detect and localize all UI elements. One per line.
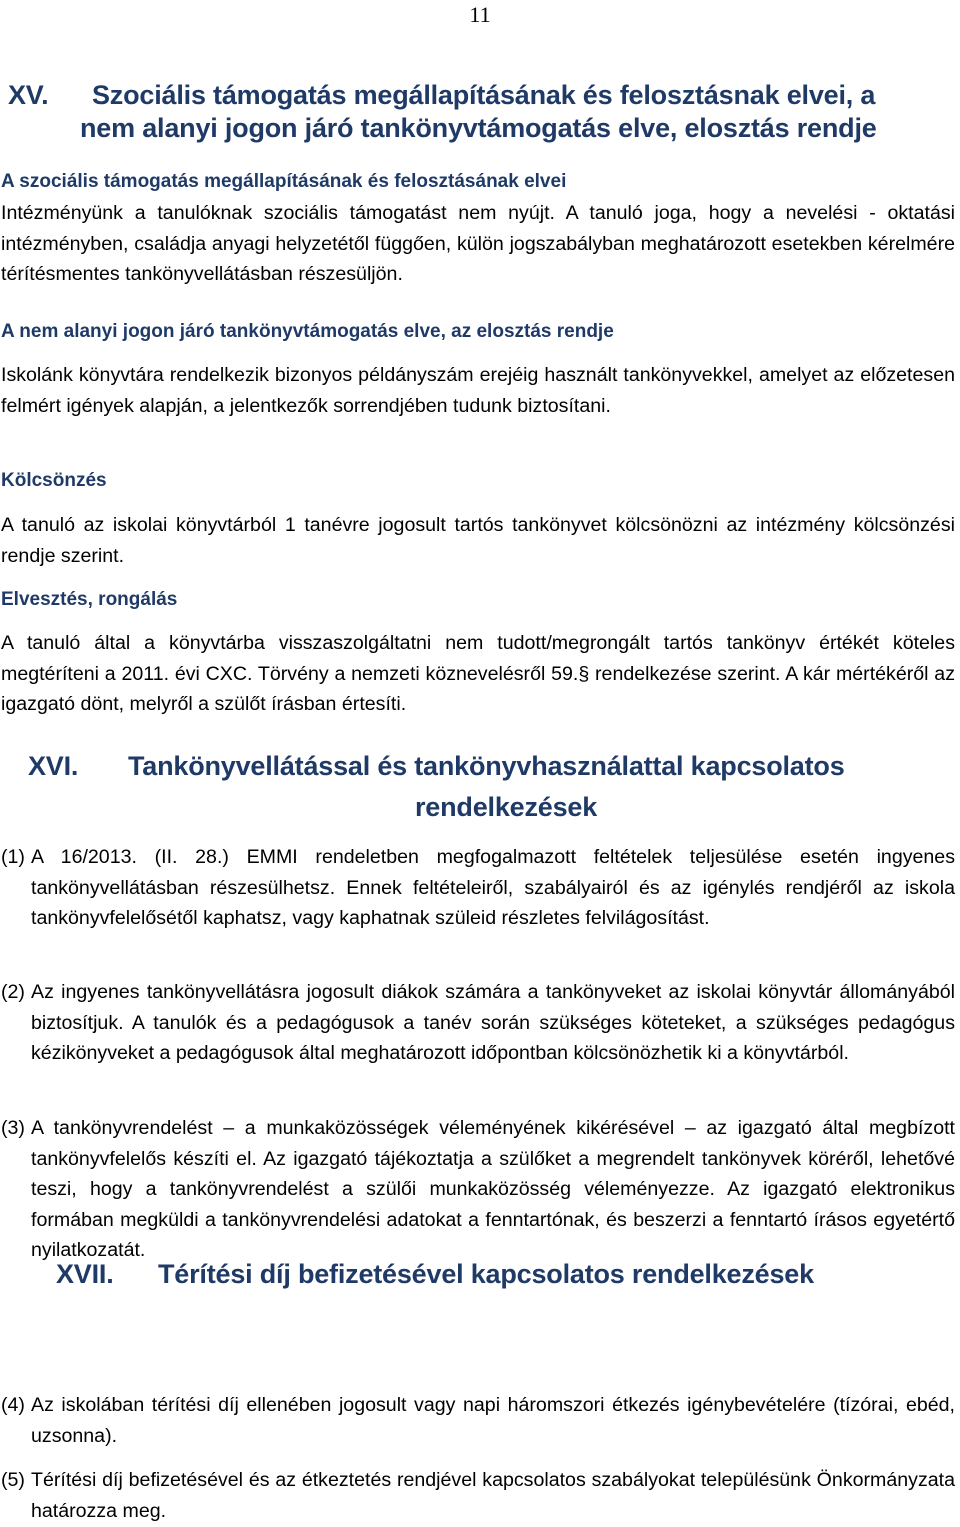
paragraph-textbook-support: Iskolánk könyvtára rendelkezik bizonyos példányszám erejéig használt tankönyvekkel, amelyet az előzetesen felmért igények alapján, a jelentkezők sorrendjében tudunk biztosítani. xyxy=(1,364,955,417)
list-item-text: A 16/2013. (II. 28.) EMMI rendeletben megfogalmazott feltételek teljesülése esetén ingyenes tankönyvellátásban részesülhetsz. Ennek feltételeiről, szabályairól és az igénylés rendjéről az iskola tankönyvfelelősétől kaphatsz, vagy kaphatnak szüleid részletes felvilágosítást. xyxy=(31,846,955,929)
section-xv-title-line2: nem alanyi jogon járó tankönyvtámogatás elve, elosztás rendje xyxy=(80,113,877,143)
list-item-text: Az iskolában térítési díj ellenében jogosult vagy napi háromszori étkezés igénybevételére (tízórai, ebéd, uzsonna). xyxy=(31,1394,955,1447)
section-xv-heading xyxy=(8,80,958,144)
section-xvi-title-line1: Tankönyvellátással és tankönyvhasználattal kapcsolatos xyxy=(128,751,845,781)
section-xvi-number: XVI. xyxy=(28,751,79,781)
paragraph-social-support: Intézményünk a tanulóknak szociális támogatást nem nyújt. A tanuló joga, hogy a nevelési - oktatási intézményben, családja anyagi helyzetétől függően, külön jogszabályban meghatározott esetekben kérelmére térítésmentes tankönyvellátásban részesüljön. xyxy=(1,202,955,285)
section-xv-number: XV. xyxy=(8,80,49,110)
list-item-number: (5) xyxy=(1,1469,25,1491)
section-xvii-number: XVII. xyxy=(56,1259,114,1289)
subheading-social-support: A szociális támogatás megállapításának és felosztásának elvei xyxy=(1,171,567,192)
list-item-number: (3) xyxy=(1,1117,25,1139)
subheading-textbook-support: A nem alanyi jogon járó tankönyvtámogatás elve, az elosztás rendje xyxy=(1,321,614,342)
list-item-text: A tankönyvrendelést – a munkaközösségek véleményének kikérésével – az igazgató által megbízott tankönyvfelelős készíti el. Az igazgató tájékoztatja a szülőket a megrendelt tankönyvek köréről, lehetővé teszi, hogy a tankönyvrendelést a szülői munkaközösség véleményezze. Az igazgató elektronikus formában megküldi a tankönyvrendelési adatokat a fenntartónak, és beszerzi a fenntartó írásos egyetértő nyilatkozatát. xyxy=(31,1117,955,1261)
list-item-text: Térítési díj befizetésével és az étkeztetés rendjével kapcsolatos szabályokat településünk Önkormányzata határozza meg. xyxy=(31,1469,955,1522)
section-xvi-title-line2: rendelkezések xyxy=(415,792,598,822)
section-xvii-heading xyxy=(56,1259,936,1295)
subheading-lending: Kölcsönzés xyxy=(1,470,107,491)
paragraph-loss-damage: A tanuló által a könyvtárba visszaszolgáltatni nem tudott/megrongált tartós tankönyv értékét köteles megtéríteni a 2011. évi CXC. Törvény a nemzeti köznevelésről 59.§ rendelkezése szerint. A kár mértékéről az igazgató dönt, melyről a szülőt írásban értesíti. xyxy=(1,632,955,715)
section-xvi-heading xyxy=(28,751,928,831)
list-item-number: (1) xyxy=(1,846,25,868)
list-item-number: (4) xyxy=(1,1394,25,1416)
paragraph-lending: A tanuló az iskolai könyvtárból 1 tanévre jogosult tartós tankönyvet kölcsönözni az intézmény kölcsönzési rendje szerint. xyxy=(1,514,955,567)
list-item-number: (2) xyxy=(1,981,25,1003)
subheading-loss-damage: Elvesztés, rongálás xyxy=(1,589,178,610)
section-xvii-title: Térítési díj befizetésével kapcsolatos rendelkezések xyxy=(158,1259,814,1289)
page-number: 11 xyxy=(469,2,491,27)
section-xv-title-line1: Szociális támogatás megállapításának és felosztásnak elvei, a xyxy=(92,80,876,110)
list-item-text: Az ingyenes tankönyvellátásra jogosult diákok számára a tankönyveket az iskolai könyvtár állományából biztosítjuk. A tanulók és a pedagógusok a tanév során szükséges köteteket, a szükséges pedagógus kézikönyveket a pedagógusok által meghatározott időpontban kölcsönözhetik ki a könyvtárból. xyxy=(31,981,955,1064)
